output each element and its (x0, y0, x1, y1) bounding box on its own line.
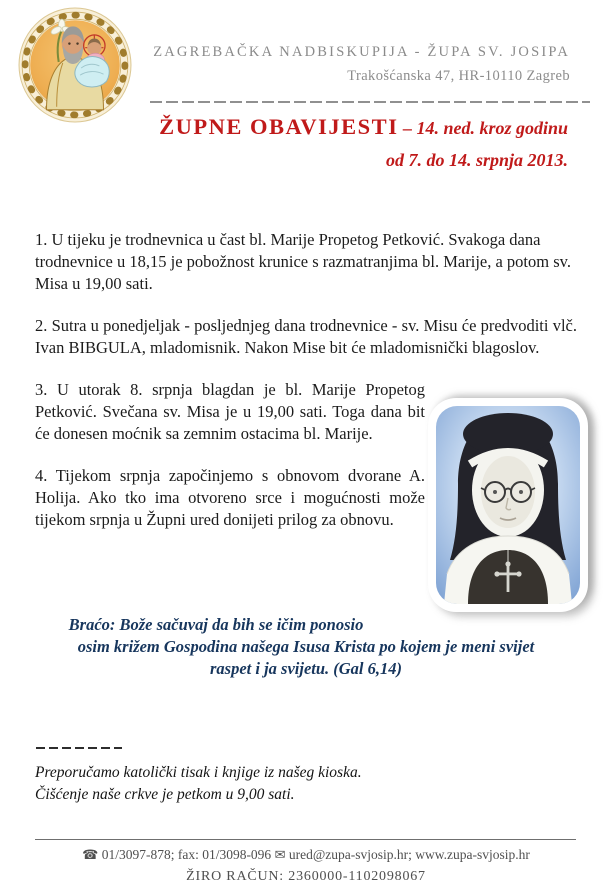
notes-divider (36, 747, 122, 749)
nun-portrait-photo (428, 398, 588, 612)
quote-line-3: raspet i ja svijetu. (Gal 6,14) (209, 659, 403, 678)
quote-line-2: osim križem Gospodina našega Isusa Krista po kojem je meni svijet (77, 637, 535, 656)
scripture-quote (35, 614, 577, 680)
announcement-paragraph-3: 3. U utorak 8. srpnja blagdan je bl. Marije Propetog Petković. Svečana sv. Misa je u 19,00 sati. Toga dana bit će donesen moćnik sa zemnim ostacima bl. Marije. (35, 380, 425, 443)
parish-logo-icon (18, 6, 132, 124)
footer-divider (35, 839, 576, 840)
nun-portrait-image (436, 406, 580, 604)
date-range: od 7. do 14. srpnja 2013. (385, 150, 568, 170)
note-line-1: Preporučamo katolički tisak i knjige iz našeg kioska. (35, 764, 362, 781)
header-address: Trakošćanska 47, HR-10110 Zagreb (347, 68, 570, 84)
email-web-text: ured@zupa-svjosip.hr; www.zupa-svjosip.hr (288, 847, 530, 862)
notes-section (35, 762, 577, 806)
header-divider (150, 101, 590, 103)
bank-account-line: ŽIRO RAČUN: 2360000-1102098067 (186, 869, 426, 884)
envelope-icon: ✉ (274, 848, 286, 863)
phone-fax-text: 01/3097-878; fax: 01/3098-096 (101, 847, 272, 862)
header-organization: ZAGREBAČKA NADBISKUPIJA - ŽUPA SV. JOSIPA (153, 44, 570, 60)
bulletin-title-line (40, 114, 568, 140)
bulletin-title-suffix: – 14. ned. kroz godinu (398, 118, 568, 138)
announcement-paragraph-2: 2. Sutra u ponedjeljak - posljednjeg dana trodnevnice - sv. Misu će predvoditi vlč. Ivan BIBGULA, mladomisnik. Nakon Mise bit će mladomisnički blagoslov. (35, 316, 577, 357)
announcement-paragraph-4: 4. Tijekom srpnja započinjemo s obnovom dvorane A. Holija. Ako tko ima otvoreno srce i mogućnosti može tijekom srpnja u Župni ured donijeti prilog za obnovu. (35, 466, 425, 529)
footer-contact-line (0, 847, 612, 863)
bulletin-title: ŽUPNE OBAVIJESTI (159, 114, 399, 139)
quote-line-1: Braćo: Bože sačuvaj da bih se ičim ponosio (68, 615, 364, 634)
announcement-paragraph-1: 1. U tijeku je trodnevnica u čast bl. Marije Propetog Petković. Svakoga dana trodnevnice u 18,15 je pobožnost krunice s razmatranjima bl. Marije, a potom sv. Misa u 19,00 sati. (35, 230, 571, 293)
note-line-2: Čišćenje naše crkve je petkom u 9,00 sati. (35, 786, 295, 803)
phone-icon: ☎ (82, 848, 99, 863)
